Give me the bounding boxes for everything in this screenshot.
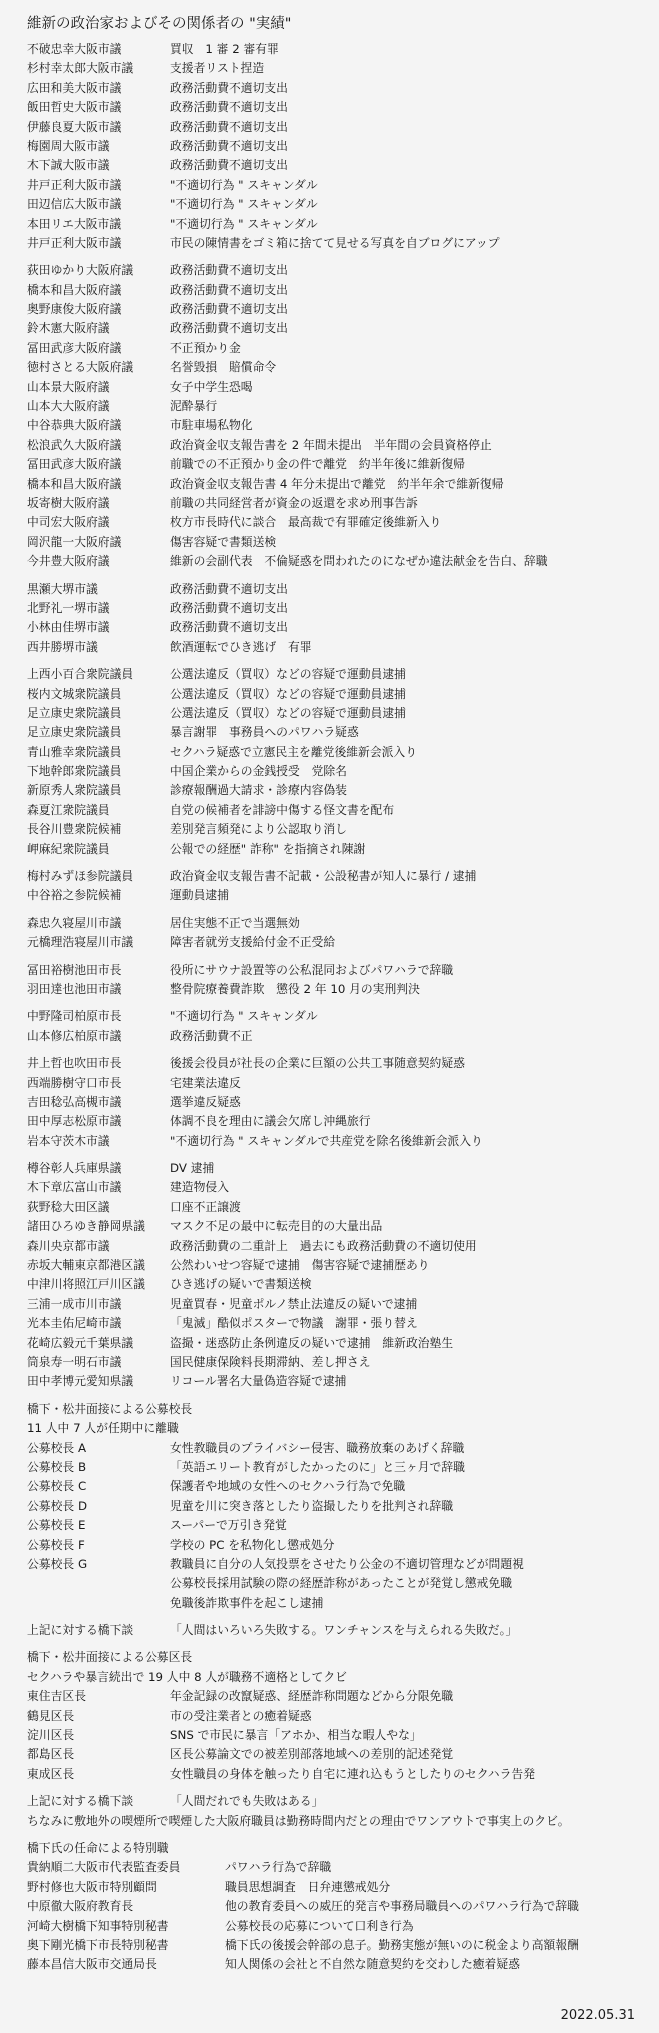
person-name: 荻野稔大田区議 [27, 1199, 110, 1214]
person-name: 赤坂大輔東京都港区議 [27, 1258, 145, 1273]
incident-text: 知人関係の会社と不自然な随意契約を交わした癒着疑惑 [225, 1957, 520, 1972]
principal-label: 公募校長 D [27, 1498, 88, 1513]
date-stamp: 2022.05.31 [560, 2008, 635, 2023]
list-item [27, 281, 639, 300]
list-item [27, 618, 639, 637]
incident-text: DV 逮捕 [170, 1161, 215, 1176]
incident-text: 女性教職員のプライバシー侵害、職務放棄のあげく辞職 [170, 1440, 465, 1455]
ward-chiefs-section [27, 1648, 639, 1784]
list-item [27, 1178, 639, 1197]
incident-text: 宅建業法違反 [170, 1075, 241, 1090]
list-item [27, 416, 639, 435]
person-name: 中司宏大阪府議 [27, 515, 110, 530]
person-name: 梅園周大阪市議 [27, 138, 110, 153]
appointees-section [27, 1839, 639, 1975]
person-name: 橋本和昌大阪府議 [27, 282, 122, 297]
incident-text: 公選法違反（買収）などの容疑で運動員逮捕 [170, 667, 406, 682]
principal-label: 公募校長 G [27, 1556, 88, 1571]
person-name: 岡沢龍一大阪府議 [27, 534, 122, 549]
person-name: 貴納順二大阪市代表監査委員 [27, 1860, 181, 1875]
list-item [27, 513, 639, 532]
principal-label: 公募校長 B [27, 1459, 87, 1474]
list-item [27, 1074, 639, 1093]
incident-text: "不適切行為 " スキャンダルで共産党を除名後維新会派入り [170, 1133, 483, 1148]
incident-text: 教職員に自分の人気投票をさせたり公金の不適切管理などが問題視 [170, 1556, 524, 1571]
person-name: 森忠久寝屋川市議 [27, 915, 122, 930]
person-name: 足立康史衆院議員 [27, 705, 122, 720]
incident-text: 盗撮・迷惑防止条例違反の疑いで逮捕 維新政治塾生 [170, 1335, 454, 1350]
incident-text: スーパーで万引き発覚 [170, 1518, 287, 1533]
list-item [27, 933, 639, 952]
list-item [27, 1439, 639, 1458]
list-item [27, 1858, 639, 1877]
incident-text: パワハラ行為で辞職 [225, 1860, 332, 1875]
principals-list [27, 1439, 639, 1614]
principals-subheading: 11 人中 7 人が任期中に離職 [27, 1421, 179, 1436]
appointees-list [27, 1858, 639, 1974]
person-name: 中野隆司柏原市長 [27, 1009, 122, 1024]
ward-chiefs-subheading: セクハラや暴言続出で 19 人中 8 人が職務不適格としてクビ [27, 1669, 347, 1684]
list-item [27, 1295, 639, 1314]
person-name: 本田リエ大阪市議 [27, 216, 122, 231]
incident-text: 政務活動費不適切支出 [170, 138, 288, 153]
incident-text: 公報での経歴" 詐称" を指摘され陳謝 [170, 841, 366, 856]
principal-label: 公募校長 E [27, 1518, 86, 1533]
person-name: 羽田達也池田市議 [27, 981, 122, 996]
incident-text: 泥酔暴行 [170, 399, 218, 414]
list-item [27, 234, 639, 253]
list-item [27, 339, 639, 358]
politician-group [27, 1159, 639, 1392]
person-name: 東成区長 [27, 1766, 75, 1781]
list-item [27, 1516, 639, 1535]
list-item [27, 215, 639, 234]
person-name: 中谷恭典大阪府議 [27, 418, 122, 433]
list-item [27, 1936, 639, 1955]
person-name: 吉田稔弘高槻市議 [27, 1094, 122, 1109]
person-name: 山本景大阪府議 [27, 379, 110, 394]
incident-text: 児童買春・児童ポルノ禁止法違反の疑いで逮捕 [170, 1296, 418, 1311]
remark-text: 「人間はいろいろ失敗する。ワンチャンスを与えられる失敗だ。」 [170, 1623, 518, 1638]
incident-text: 買収 1 審 2 審有罪 [170, 42, 279, 56]
incident-text: 整骨院療養費詐欺 懲役 2 年 10 月の実刑判決 [170, 981, 420, 996]
incident-text: 暴言謝罪 事務員へのパワハラ疑惑 [170, 725, 359, 740]
list-item [27, 1745, 639, 1764]
incident-text: 支援者リスト捏造 [170, 61, 265, 76]
person-name: 野村修也大阪市特別顧問 [27, 1879, 157, 1894]
incident-text: 保護者や地域の女性へのセクハラ行為で免職 [170, 1479, 406, 1494]
person-name: 青山雅幸衆院議員 [27, 744, 122, 759]
incident-text: "不適切行為 " スキャンダル [170, 1009, 318, 1024]
list-item [27, 1897, 639, 1916]
person-name: 杉村幸太郎大阪市議 [27, 61, 134, 76]
list-item [27, 704, 639, 723]
person-name: 東住吉区長 [27, 1689, 86, 1704]
politician-group [27, 961, 639, 1000]
list-item [27, 436, 639, 455]
principal-label: 公募校長 A [27, 1440, 87, 1455]
principal-label: 公募校長 C [27, 1479, 87, 1494]
person-name: 山本大大阪府議 [27, 399, 110, 414]
person-name: 木下章広富山市議 [27, 1180, 122, 1195]
person-name: 森夏江衆院議員 [27, 802, 110, 817]
list-item [27, 638, 639, 657]
person-name: 河崎大樹橋下知事特別秘書 [27, 1918, 169, 1933]
incident-text: 役所にサウナ設置等の公私混同およびパワハラで辞職 [170, 962, 454, 977]
principals-heading: 橋下・松井面接による公募校長 [27, 1401, 193, 1416]
person-name: 井戸正利大阪市議 [27, 177, 122, 192]
ward-chiefs-remark [27, 1792, 639, 1831]
note-text: ちなみに敷地外の喫煙所で喫煙した大阪府職員は勤務時間内だとの理由でワンアウトで事実上のクビ。 [27, 1813, 570, 1828]
incident-text: 口座不正譲渡 [170, 1199, 241, 1214]
person-name: 冨田武彦大阪府議 [27, 457, 122, 472]
incident-text: 枚方市長時代に談合 最高裁で有罪確定後維新入り [170, 515, 442, 530]
person-name: 飯田哲史大阪市議 [27, 100, 122, 115]
person-name: 元橋理浩寝屋川市議 [27, 935, 134, 950]
list-item [27, 1477, 639, 1496]
incident-text: 選挙違反疑惑 [170, 1094, 241, 1109]
list-item [27, 98, 639, 117]
list-item [27, 685, 639, 704]
list-item [27, 886, 639, 905]
incident-text: 建造物侵入 [170, 1180, 229, 1195]
person-name: 花崎広毅元千葉県議 [27, 1335, 134, 1350]
list-item [27, 980, 639, 999]
incident-text: 政治資金収支報告書不記載・公設秘書が知人に暴行 / 逮捕 [170, 869, 477, 884]
list-item [27, 494, 639, 513]
person-name: 橋本和昌大阪府議 [27, 476, 122, 491]
incident-text: "不適切行為 " スキャンダル [170, 216, 318, 231]
list-item [27, 552, 639, 571]
politician-group [27, 1054, 639, 1151]
incident-text: 傷害容疑で書類送検 [170, 534, 277, 549]
incident-text: 政務活動費不正 [170, 1028, 253, 1043]
list-item [27, 176, 639, 195]
incident-text: 市の受注業者との癒着疑惑 [170, 1708, 312, 1723]
incident-text: 診療報酬過大請求・診療内容偽装 [170, 783, 347, 798]
incident-text: 女性職員の身体を触ったり自宅に連れ込もうとしたりのセクハラ告発 [170, 1766, 535, 1781]
list-item [27, 533, 639, 552]
list-item [27, 1027, 639, 1046]
person-name: 奥野康俊大阪府議 [27, 302, 122, 317]
person-name: 田辺信広大阪市議 [27, 197, 122, 212]
list-item [27, 40, 639, 59]
list-item [27, 599, 639, 618]
incident-text: 「英語エリート教育がしたかったのに」と三ヶ月で辞職 [170, 1459, 465, 1474]
politician-group [27, 665, 639, 859]
list-item [27, 156, 639, 175]
list-item [27, 118, 639, 137]
person-name: 山本修広柏原市議 [27, 1028, 122, 1043]
incident-text: 公選法違反（買収）などの容疑で運動員逮捕 [170, 686, 406, 701]
person-name: 小林由佳堺市議 [27, 620, 110, 635]
person-name: 北野礼一堺市議 [27, 600, 110, 615]
list-item [27, 1765, 639, 1784]
incident-text: SNS で市民に暴言「アホか、相当な暇人やな」 [170, 1728, 422, 1743]
incident-text: 市駐車場私物化 [170, 418, 253, 433]
person-name: 不破忠幸大阪市議 [27, 42, 122, 56]
list-item [27, 1458, 639, 1477]
list-item [27, 378, 639, 397]
list-item [27, 762, 639, 781]
list-item [27, 1054, 639, 1073]
person-name: 奥下剛光橋下市長特別秘書 [27, 1937, 169, 1952]
list-item [27, 1878, 639, 1897]
incident-text: 国民健康保険料長期滞納、差し押さえ [170, 1355, 371, 1369]
incident-text: 政務活動費不適切支出 [170, 80, 288, 95]
person-name: 今井豊大阪府議 [27, 554, 110, 569]
person-name: 徳村さとる大阪府議 [27, 360, 134, 375]
list-item [27, 195, 639, 214]
list-item [27, 665, 639, 684]
person-name: 冨田裕樹池田市長 [27, 962, 122, 977]
list-item [27, 1917, 639, 1936]
person-name: 下地幹郎衆院議員 [27, 764, 122, 779]
incident-text: 飲酒運転でひき逃げ 有罪 [170, 639, 312, 654]
list-item [27, 319, 639, 338]
list-item [27, 1314, 639, 1333]
incident-text: 公募校長採用試験の際の経歴詐称があったことが発覚し懲戒免職 [170, 1576, 512, 1591]
ward-chiefs-heading: 橋下・松井面接による公募区長 [27, 1650, 193, 1665]
person-name: 森川央京都市議 [27, 1238, 110, 1253]
list-item [27, 743, 639, 762]
incident-text: 他の教育委員への威圧的発言や事務局職員へのパワハラ行為で辞職 [225, 1899, 579, 1914]
person-name: 梅村みずほ参院議員 [27, 869, 134, 884]
person-name: 中原徹大阪府教育長 [27, 1899, 134, 1914]
remark-label: 上記に対する橋下談 [27, 1794, 134, 1809]
incident-text: 政務活動費不適切支出 [170, 302, 288, 317]
incident-text: 女子中学生恐喝 [170, 379, 253, 394]
person-name: 新原秀人衆院議員 [27, 783, 122, 798]
person-name: 足立康史衆院議員 [27, 725, 122, 740]
incident-text: 橋下氏の後援会幹部の息子。勤務実態が無いのに税金より高額報酬 [225, 1937, 579, 1952]
incident-text: 政務活動費不適切支出 [170, 100, 288, 115]
person-name: 松浪武久大阪府議 [27, 437, 122, 452]
list-item [27, 261, 639, 280]
incident-text: 免職後詐欺事件を起こし逮捕 [170, 1595, 324, 1610]
list-item [27, 1159, 639, 1178]
person-name: 光本圭佑尼崎市議 [27, 1316, 122, 1331]
list-item [27, 397, 639, 416]
incident-text: 差別発言頻発により公認取り消し [170, 822, 347, 837]
list-item [27, 1093, 639, 1112]
person-name: 広田和美大阪市議 [27, 80, 122, 95]
incident-text: 市民の陳情書をゴミ箱に捨てて見せる写真を自ブログにアップ [170, 235, 500, 250]
list-item [27, 1726, 639, 1745]
person-name: 田中孝博元愛知県議 [27, 1374, 134, 1389]
list-item [27, 1536, 639, 1555]
person-name: 鈴木憲大阪府議 [27, 321, 110, 336]
incident-text: 政務活動費不適切支出 [170, 263, 288, 278]
person-name: 黒瀬大堺市議 [27, 581, 98, 596]
incident-text: 政務活動費不適切支出 [170, 119, 288, 134]
incident-text: 障害者就労支援給付金不正受給 [170, 935, 336, 950]
person-name: 三浦一成市川市議 [27, 1296, 122, 1311]
incident-text: 政務活動費不適切支出 [170, 600, 288, 615]
person-name: 木下誠大阪市議 [27, 158, 110, 173]
person-name: 岩本守茨木市議 [27, 1133, 110, 1148]
politician-groups [27, 40, 639, 1392]
list-item [27, 867, 639, 886]
politician-group [27, 867, 639, 906]
person-name: 中谷裕之参院候補 [27, 888, 122, 903]
list-item [27, 1353, 639, 1372]
incident-text: 自党の候補者を誹謗中傷する怪文書を配布 [170, 802, 395, 817]
list-item [27, 1007, 639, 1026]
incident-text: 政務活動費不適切支出 [170, 581, 288, 596]
list-item [27, 914, 639, 933]
incident-text: "不適切行為 " スキャンダル [170, 197, 318, 212]
incident-text: 政務活動費の二重計上 過去にも政務活動費の不適切使用 [170, 1238, 477, 1253]
incident-text: 維新の会副代表 不倫疑惑を問われたのになぜか違法献金を告白、辞職 [170, 554, 548, 569]
incident-text: マスク不足の最中に転売目的の大量出品 [170, 1219, 383, 1234]
ward-chiefs-list [27, 1687, 639, 1784]
person-name: 西端勝樹守口市長 [27, 1075, 122, 1090]
person-name: 冨田武彦大阪府議 [27, 340, 122, 355]
person-name: 桜内文城衆院議員 [27, 686, 122, 701]
politician-group [27, 580, 639, 658]
person-name: 田中厚志松原市議 [27, 1114, 122, 1129]
list-item [27, 358, 639, 377]
list-item [27, 1555, 639, 1574]
list-item [27, 59, 639, 78]
appointees-heading: 橋下氏の任命による特別職 [27, 1840, 169, 1855]
list-item [27, 781, 639, 800]
list-item [27, 455, 639, 474]
list-item [27, 79, 639, 98]
incident-text: 児童を川に突き落としたり盗撮したりを批判され辞職 [170, 1498, 454, 1513]
incident-text: "不適切行為 " スキャンダル [170, 177, 318, 192]
person-name: 都島区長 [27, 1747, 75, 1762]
list-item [27, 961, 639, 980]
incident-text: セクハラ疑惑で立憲民主を離党後維新会派入り [170, 744, 418, 759]
person-name: 諸田ひろゆき静岡県議 [27, 1219, 145, 1234]
list-item [27, 137, 639, 156]
incident-text: 前職での不正預かり金の件で離党 約半年後に維新復帰 [170, 457, 465, 472]
person-name: 中津川将照江戸川区議 [27, 1277, 145, 1292]
person-name: 伊藤良夏大阪市議 [27, 119, 122, 134]
incident-text: 公然わいせつ容疑で逮捕 傷害容疑で逮捕歴あり [170, 1258, 430, 1273]
incident-text: 区長公募論文での被差別部落地域への差別的記述発覚 [170, 1747, 454, 1762]
politician-group [27, 1007, 639, 1046]
list-item [27, 580, 639, 599]
incident-text: 職員思想調査 日弁連懲戒処分 [225, 1879, 391, 1894]
incident-text: 政治資金収支報告書を 2 年間未提出 半年間の会員資格停止 [170, 437, 492, 452]
incident-text: 名誉毀損 賠償命令 [170, 360, 277, 375]
person-name: 長谷川豊衆院候補 [27, 822, 122, 837]
person-name: 井戸正利大阪市議 [27, 235, 122, 250]
incident-text: 体調不良を理由に議会欠席し沖縄旅行 [170, 1114, 371, 1129]
incident-text: 不正預かり金 [170, 340, 241, 355]
incident-text: 前職の共同経営者が資金の返還を求め刑事告訴 [170, 495, 418, 510]
person-name: 鶴見区長 [27, 1708, 75, 1723]
incident-text: 後援会役員が社長の企業に巨額の公共工事随意契約疑惑 [170, 1056, 465, 1071]
person-name: 上西小百合衆院議員 [27, 667, 134, 682]
list-item [27, 1334, 639, 1353]
list-item [27, 1955, 639, 1974]
list-item [27, 1497, 639, 1516]
politician-group [27, 261, 639, 571]
incident-text: 中国企業からの金銭授受 党除名 [170, 764, 347, 779]
incident-text: 年金記録の改竄疑惑、経歴詐称問題などから分限免職 [170, 1689, 454, 1704]
list-item [27, 1198, 639, 1217]
incident-text: 政務活動費不適切支出 [170, 620, 288, 635]
incident-text: 運動員逮捕 [170, 888, 229, 903]
incident-text: 「鬼滅」酷似ポスターで物議 謝罪・張り替え [170, 1316, 418, 1331]
person-name: 淀川区長 [27, 1728, 75, 1743]
incident-text: 学校の PC を私物化し懲戒処分 [170, 1537, 335, 1552]
principal-label: 公募校長 F [27, 1537, 85, 1552]
list-item [27, 801, 639, 820]
incident-text: 政務活動費不適切支出 [170, 282, 288, 297]
list-item [27, 1112, 639, 1131]
remark-text: 「人間だれでも失敗はある」 [170, 1794, 324, 1809]
incident-text: 公選法違反（買収）などの容疑で運動員逮捕 [170, 705, 406, 720]
list-item [27, 1372, 639, 1391]
principals-remark [27, 1621, 639, 1640]
list-item [27, 1237, 639, 1256]
politician-group [27, 914, 639, 953]
list-item [27, 300, 639, 319]
person-name: 坂寄樹大阪府議 [27, 495, 110, 510]
incident-text: 政治資金収支報告書 4 年分未提出で離党 約半年余で維新復帰 [170, 476, 504, 491]
list-item [27, 1687, 639, 1706]
list-item [27, 820, 639, 839]
incident-text: 政務活動費不適切支出 [170, 321, 288, 336]
incident-text: 政務活動費不適切支出 [170, 158, 288, 173]
person-name: 樽谷彰人兵庫県議 [27, 1161, 122, 1176]
list-item [27, 1256, 639, 1275]
list-item [27, 723, 639, 742]
list-item [27, 1275, 639, 1294]
list-item [27, 1707, 639, 1726]
list-item [27, 1132, 639, 1151]
principals-section [27, 1400, 639, 1613]
person-name: 岬麻紀衆院議員 [27, 841, 110, 856]
remark-label: 上記に対する橋下談 [27, 1623, 134, 1638]
incident-text: ひき逃げの疑いで書類送検 [170, 1277, 312, 1292]
incident-text: リコール署名大量偽造容疑で逮捕 [170, 1374, 347, 1389]
person-name: 井上哲也吹田市長 [27, 1056, 122, 1071]
politician-group [27, 40, 639, 253]
person-name: 荻田ゆかり大阪府議 [27, 263, 134, 278]
incident-text: 公募校長の応募について口利き行為 [225, 1918, 414, 1933]
person-name: 藤本昌信大阪市交通局長 [27, 1957, 157, 1972]
person-name: 西井勝堺市議 [27, 639, 98, 654]
list-item [27, 475, 639, 494]
list-item [27, 1217, 639, 1236]
list-item [27, 840, 639, 859]
person-name: 筒泉寿一明石市議 [27, 1355, 122, 1369]
incident-text: 居住実態不正で当選無効 [170, 915, 300, 930]
page-title: 維新の政治家およびその関係者の "実績" [27, 16, 292, 32]
